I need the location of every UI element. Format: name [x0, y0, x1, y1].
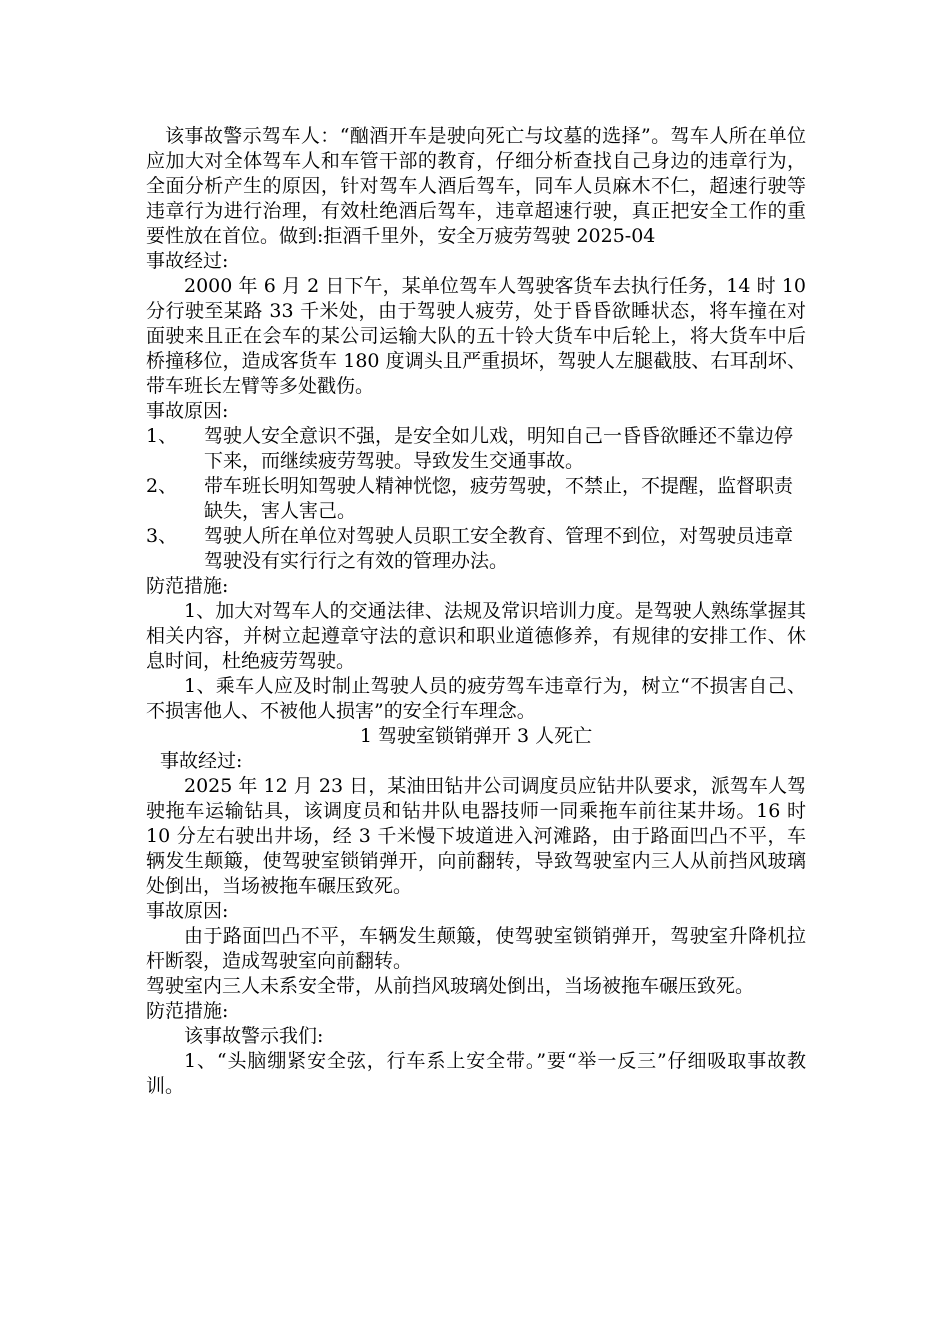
- cause-number: 1、: [146, 425, 178, 447]
- section2-causes-heading: 事故原因:: [146, 900, 229, 922]
- section1-measures-heading: 防范措施:: [146, 575, 229, 597]
- measure-item-2: 1、乘车人应及时制止驾驶人员的疲劳驾车违章行为，树立“不损害自己、不损害他人、不被他人损害”的安全行车理念。: [146, 675, 806, 722]
- intro-paragraph: 该事故警示驾车人：“酗酒开车是驶向死亡与坟墓的选择”。驾车人所在单位应加大对全体驾车人和车管干部的教育，仔细分析查找自己身边的违章行为，全面分析产生的原因，针对驾车人酒后驾车，同车人员麻木不仁，超速行驶等违章行为进行治理，有效杜绝酒后驾车，违章超速行驶，真正把安全工作的重要性放在首位。做到:拒酒千里外，安全万疲劳驾驶 2025-04: [146, 125, 806, 247]
- section2-process-heading: 事故经过:: [160, 750, 243, 772]
- cause-text: 带车班长明知驾驶人精神恍惚，疲劳驾驶，不禁止，不提醒，监督职责缺失，害人害己。: [204, 475, 794, 522]
- section2-measures-heading: 防范措施:: [146, 1000, 229, 1022]
- cause-number: 3、: [146, 525, 178, 547]
- cause-text: 驾驶人所在单位对驾驶人员职工安全教育、管理不到位，对驾驶员违章驾驶没有实行行之有效的管理办法。: [204, 525, 794, 572]
- cause-number: 2、: [146, 475, 178, 497]
- section2-measure-1: 1、“头脑绷紧安全弦，行车系上安全带。”要“举一反三”仔细吸取事故教训。: [146, 1050, 806, 1097]
- cause-item-2: [146, 474, 806, 524]
- section1-causes-heading: 事故原因:: [146, 400, 229, 422]
- section2-process-text: 2025 年 12 月 23 日，某油田钻井公司调度员应钻井队要求，派驾车人驾驶拖车运输钻具，该调度员和钻井队电器技师一同乘拖车前往某井场。16 时 10 分左右驶出井场，经 3 千米慢下坡道进入河滩路，由于路面凹凸不平，车辆发生颠簸，使驾驶室锁销弹开，向前翻转，导致驾驶室内三人从前挡风玻璃处倒出，当场被拖车碾压致死。: [146, 775, 806, 897]
- cause-item-3: [146, 524, 806, 574]
- document-body: [146, 124, 806, 1099]
- section2-title: 1 驾驶室锁销弹开 3 人死亡: [359, 725, 593, 747]
- section2-cause-2: 驾驶室内三人未系安全带，从前挡风玻璃处倒出，当场被拖车碾压致死。: [146, 975, 755, 997]
- section2-warning: 该事故警示我们:: [184, 1025, 324, 1047]
- section1-process-heading: 事故经过:: [146, 250, 229, 272]
- cause-item-1: [146, 424, 806, 474]
- measure-item-1: 1、加大对驾车人的交通法律、法规及常识培训力度。是驾驶人熟练掌握其相关内容，并树立起遵章守法的意识和职业道德修养，有规律的安排工作、休息时间，杜绝疲劳驾驶。: [146, 600, 806, 672]
- section2-cause-1: 由于路面凹凸不平，车辆发生颠簸，使驾驶室锁销弹开，驾驶室升降机拉杆断裂，造成驾驶室向前翻转。: [146, 925, 806, 972]
- section1-process-text: 2000 年 6 月 2 日下午，某单位驾车人驾驶客货车去执行任务，14 时 10 分行驶至某路 33 千米处，由于驾驶人疲劳，处于昏昏欲睡状态，将车撞在对面驶来且正在会车的某公司运输大队的五十铃大货车中后轮上，将大货车中后桥撞移位，造成客货车 180 度调头且严重损坏，驾驶人左腿截肢、右耳刮坏、带车班长左臂等多处戳伤。: [146, 275, 806, 397]
- cause-text: 驾驶人安全意识不强，是安全如儿戏，明知自己一昏昏欲睡还不靠边停下来，而继续疲劳驾驶。导致发生交通事故。: [204, 425, 794, 472]
